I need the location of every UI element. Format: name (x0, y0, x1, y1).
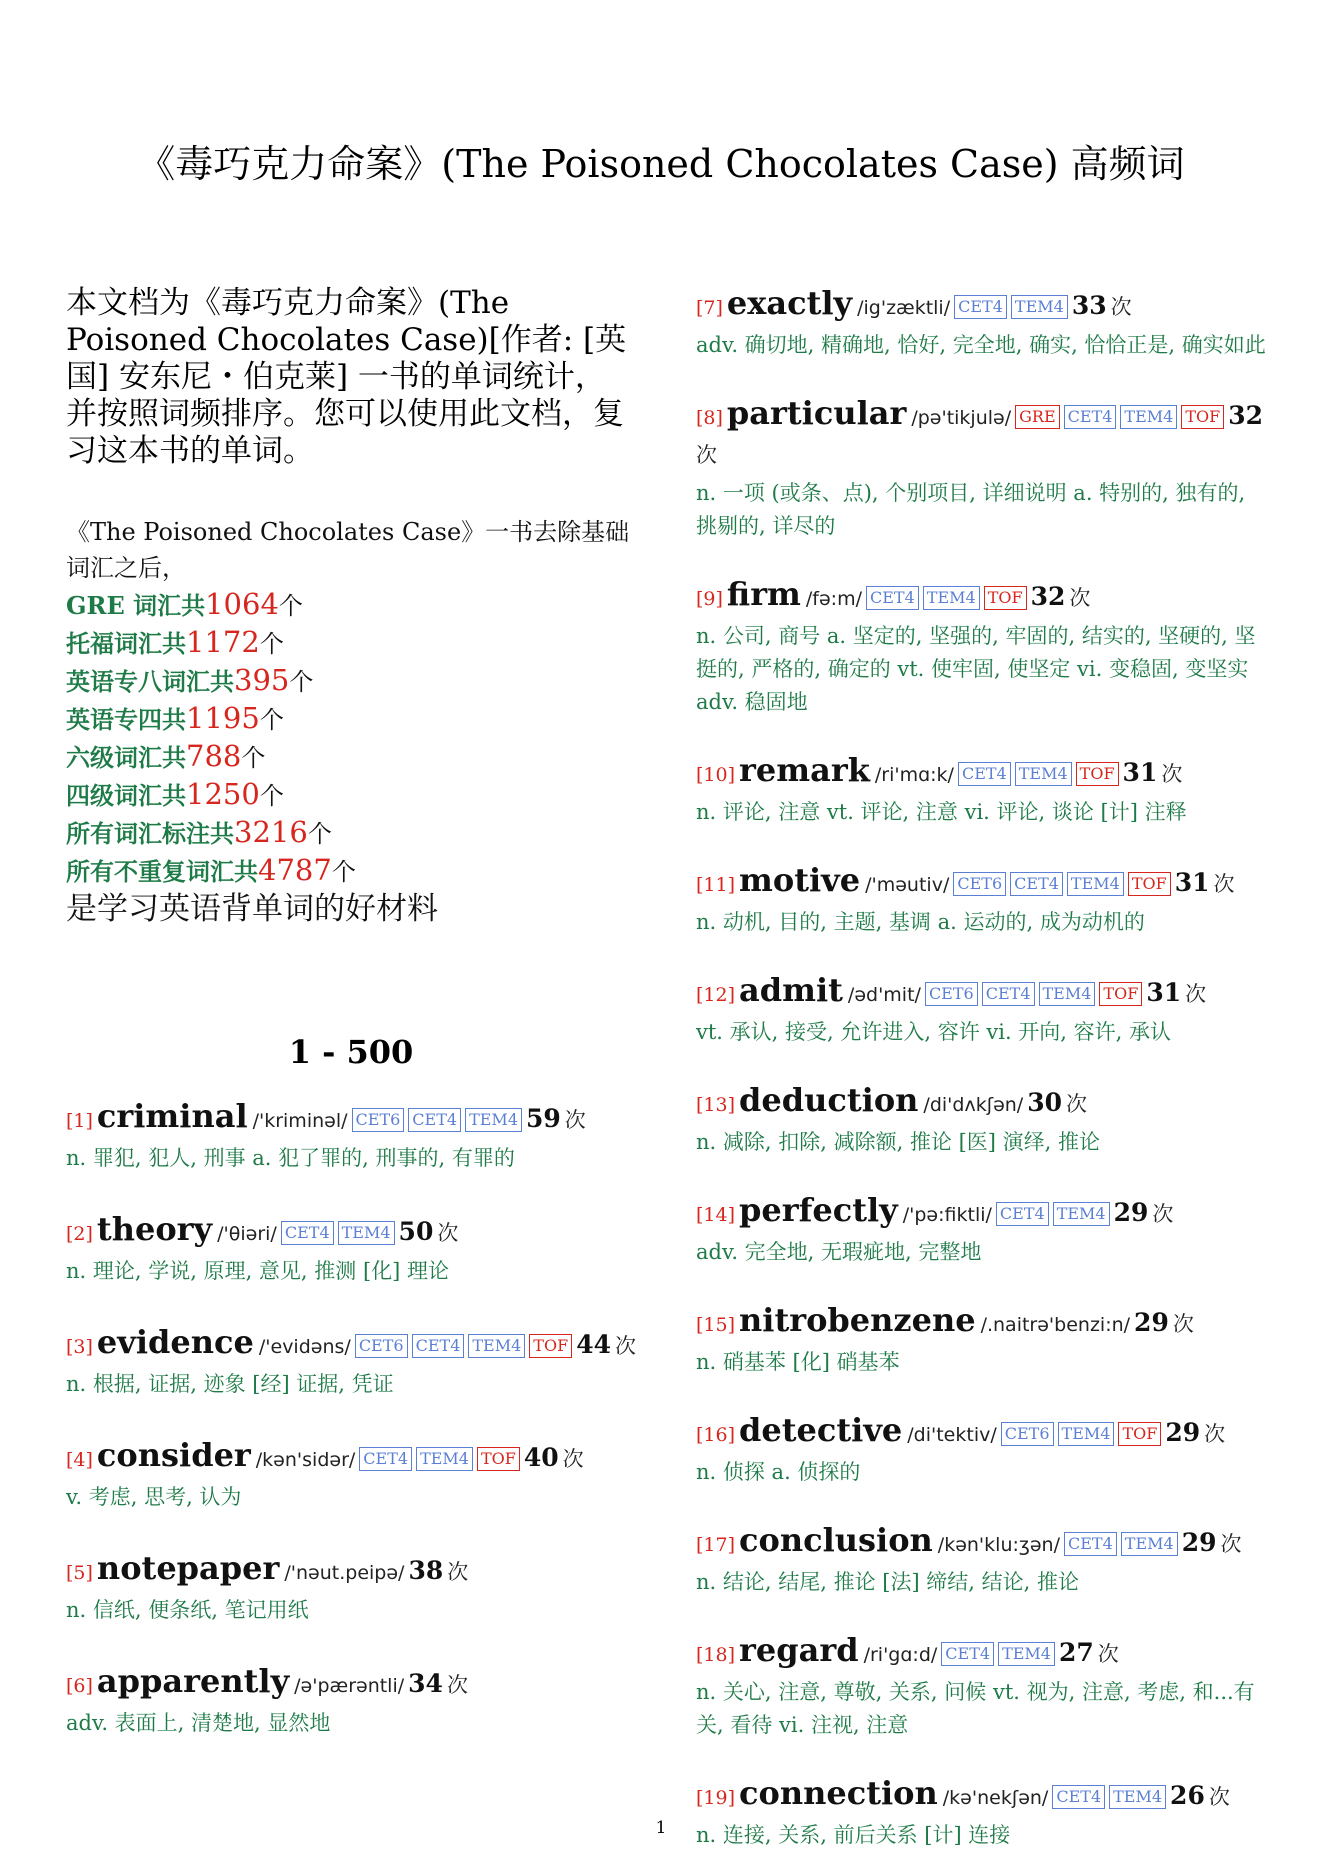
entry-definition: n. 一项 (或条、点), 个别项目, 详细说明 a. 特别的, 独有的, 挑剔的, 详尽的 (696, 481, 1246, 538)
entry-word: perfectly (739, 1191, 898, 1229)
entry-phonetic: /ig'zæktli/ (857, 297, 951, 319)
entry-definition: n. 结论, 结尾, 推论 [法] 缔结, 结论, 推论 (696, 1570, 1080, 1594)
stat-row (66, 662, 636, 700)
entry-times-label: 次 (1110, 295, 1132, 319)
entry-definition: n. 罪犯, 犯人, 刑事 a. 犯了罪的, 刑事的, 有罪的 (66, 1146, 515, 1170)
entry-headline (696, 1775, 1271, 1817)
stat-value: 1250 (186, 777, 260, 811)
stat-unit: 个 (259, 706, 284, 734)
entry-definition: n. 动机, 目的, 主题, 基调 a. 运动的, 成为动机的 (696, 910, 1145, 934)
entry-phonetic: /di'tektiv/ (907, 1424, 997, 1446)
stat-unit: 个 (259, 630, 284, 658)
exam-tag-tem4: TEM4 (1109, 1785, 1166, 1809)
entry-rank: [19] (696, 1787, 736, 1809)
entry-word: evidence (96, 1323, 254, 1361)
word-entry (696, 1192, 1271, 1269)
entry-definition: n. 硝基苯 [化] 硝基苯 (696, 1350, 900, 1374)
entry-phonetic: /kən'sidər/ (255, 1449, 356, 1471)
exam-tag-cet4: CET4 (996, 1202, 1049, 1226)
entry-count: 34 (408, 1669, 443, 1698)
entry-definition: n. 信纸, 便条纸, 笔记用纸 (66, 1598, 309, 1622)
stat-value: 1064 (205, 587, 279, 621)
entry-rank: [11] (696, 874, 736, 896)
word-entry (66, 1324, 636, 1401)
entry-rank: [5] (66, 1562, 93, 1584)
exam-tag-tem4: TEM4 (1058, 1422, 1115, 1446)
entry-definition: n. 根据, 证据, 迹象 [经] 证据, 凭证 (66, 1372, 394, 1396)
entry-definition: n. 理论, 学说, 原理, 意见, 推测 [化] 理论 (66, 1259, 450, 1283)
exam-tag-tof: TOF (1128, 872, 1171, 896)
entry-phonetic: /'pə:fiktli/ (902, 1204, 992, 1226)
entry-times-label: 次 (1069, 586, 1091, 610)
entry-times-label: 次 (1066, 1092, 1088, 1116)
entry-rank: [14] (696, 1204, 736, 1226)
entry-phonetic: /ə'pærəntli/ (294, 1675, 405, 1697)
exam-tag-cet6: CET6 (355, 1334, 408, 1358)
entry-rank: [4] (66, 1449, 93, 1471)
page-title: 《毒巧克力命案》(The Poisoned Chocolates Case) 高频词 (137, 142, 1185, 186)
entry-rank: [10] (696, 764, 736, 786)
exam-tag-cet4: CET4 (408, 1108, 461, 1132)
entry-definition: vt. 承认, 接受, 允许进入, 容许 vi. 开向, 容许, 承认 (696, 1020, 1172, 1044)
entry-count: 40 (523, 1443, 559, 1472)
stat-label: 英语专八词汇共 (66, 667, 234, 696)
entry-headline (66, 1550, 636, 1592)
entry-headline (696, 1302, 1271, 1344)
entry-word: notepaper (96, 1549, 280, 1587)
exam-tag-tem4: TEM4 (923, 586, 980, 610)
entry-word: regard (739, 1631, 859, 1669)
stat-row (66, 624, 636, 662)
word-entry (696, 1082, 1271, 1159)
entry-times-label: 次 (1213, 872, 1235, 896)
entry-word: apparently (96, 1662, 290, 1700)
entry-rank: [18] (696, 1644, 736, 1666)
exam-tag-tem4: TEM4 (338, 1221, 395, 1245)
word-entry (696, 972, 1271, 1049)
entry-word: remark (739, 751, 870, 789)
word-entry (696, 1632, 1271, 1742)
entry-times-label: 次 (1097, 1642, 1119, 1666)
exam-tag-cet4: CET4 (1064, 1532, 1117, 1556)
entry-headline (696, 972, 1271, 1014)
entry-times-label: 次 (446, 1673, 468, 1697)
stat-label: 四级词汇共 (66, 781, 186, 810)
entry-times-label: 次 (1172, 1312, 1194, 1336)
stat-row (66, 586, 636, 624)
entry-definition: adv. 表面上, 清楚地, 显然地 (66, 1711, 331, 1735)
exam-tag-tof: TOF (1076, 762, 1119, 786)
word-entry (66, 1437, 636, 1514)
entry-definition: v. 考虑, 思考, 认为 (66, 1485, 242, 1509)
exam-tag-tem4: TEM4 (1053, 1202, 1110, 1226)
entry-count: 33 (1071, 291, 1107, 320)
stat-unit: 个 (331, 858, 356, 886)
entry-count: 32 (1228, 401, 1264, 430)
vocabulary-summary (66, 514, 636, 928)
entry-count: 44 (576, 1330, 611, 1359)
entry-rank: [16] (696, 1424, 736, 1446)
exam-tag-cet6: CET6 (1001, 1422, 1054, 1446)
entry-headline (66, 1437, 636, 1479)
exam-tag-cet4: CET4 (866, 586, 919, 610)
entry-times-label: 次 (437, 1221, 459, 1245)
entry-word: conclusion (739, 1521, 933, 1559)
entry-headline (696, 752, 1271, 794)
entry-rank: [12] (696, 984, 736, 1006)
entry-count: 29 (1181, 1528, 1217, 1557)
word-entry (696, 1412, 1271, 1489)
entry-word: criminal (96, 1097, 248, 1135)
exam-tag-tem4: TEM4 (1121, 1532, 1178, 1556)
entry-definition: n. 评论, 注意 vt. 评论, 注意 vi. 评论, 谈论 [计] 注释 (696, 800, 1187, 824)
exam-tag-tem4: TEM4 (1015, 762, 1072, 786)
exam-tag-tem4: TEM4 (1120, 405, 1177, 429)
entry-definition: n. 侦探 a. 侦探的 (696, 1460, 861, 1484)
entry-definition: n. 减除, 扣除, 减除额, 推论 [医] 演绎, 推论 (696, 1130, 1101, 1154)
summary-closing: 是学习英语背单词的好材料 (66, 891, 438, 927)
exam-tag-cet6: CET6 (925, 982, 978, 1006)
stat-unit: 个 (259, 782, 284, 810)
exam-tag-cet4: CET4 (1052, 1785, 1105, 1809)
stat-value: 1172 (186, 625, 260, 659)
stat-label: 所有不重复词汇共 (66, 857, 258, 886)
entry-word: nitrobenzene (739, 1301, 976, 1339)
entry-headline (696, 1082, 1271, 1124)
word-entry (66, 1663, 636, 1740)
entry-definition: adv. 确切地, 精确地, 恰好, 完全地, 确实, 恰恰正是, 确实如此 (696, 333, 1266, 357)
entry-phonetic: /'məutiv/ (865, 874, 950, 896)
entry-rank: [7] (696, 297, 723, 319)
exam-tag-tof: TOF (1118, 1422, 1161, 1446)
entry-phonetic: /pə'tikjulə/ (911, 407, 1012, 429)
entry-times-label: 次 (1161, 762, 1183, 786)
entry-headline (696, 1192, 1271, 1234)
stat-unit: 个 (307, 820, 332, 848)
stat-unit: 个 (278, 592, 303, 620)
word-entry (696, 862, 1271, 939)
entry-times-label: 次 (1204, 1422, 1226, 1446)
entry-headline (696, 1522, 1271, 1564)
exam-tag-tem4: TEM4 (1039, 982, 1096, 1006)
exam-tag-cet4: CET4 (958, 762, 1011, 786)
entry-count: 31 (1174, 868, 1210, 897)
entry-phonetic: /'θiəri/ (217, 1223, 277, 1245)
entry-phonetic: /'evidəns/ (258, 1336, 351, 1358)
exam-tag-tof: TOF (984, 586, 1027, 610)
exam-tag-cet4: CET4 (359, 1447, 412, 1471)
entry-headline (66, 1324, 636, 1366)
entry-rank: [17] (696, 1534, 736, 1556)
word-entry (696, 576, 1271, 719)
entry-phonetic: /fə:m/ (805, 588, 862, 610)
exam-tag-tem4: TEM4 (416, 1447, 473, 1471)
entry-phonetic: /ri'mɑ:k/ (874, 764, 954, 786)
entry-times-label: 次 (1220, 1532, 1242, 1556)
word-entry (696, 285, 1271, 362)
entry-rank: [9] (696, 588, 723, 610)
entry-phonetic: /'kriminəl/ (252, 1110, 348, 1132)
exam-tag-cet4: CET4 (281, 1221, 334, 1245)
entry-word: theory (96, 1210, 213, 1248)
entry-definition: n. 连接, 关系, 前后关系 [计] 连接 (696, 1823, 1011, 1847)
entry-word: particular (726, 394, 907, 432)
entry-word: connection (739, 1774, 938, 1812)
exam-tag-cet4: CET4 (1064, 405, 1117, 429)
entry-times-label: 次 (447, 1560, 469, 1584)
entry-times-label: 次 (562, 1447, 584, 1471)
entry-rank: [13] (696, 1094, 736, 1116)
entry-phonetic: /kən'klu:ʒən/ (937, 1534, 1060, 1556)
entry-rank: [6] (66, 1675, 93, 1697)
entry-count: 29 (1134, 1308, 1169, 1337)
entry-definition: n. 关心, 注意, 尊敬, 关系, 问候 vt. 视为, 注意, 考虑, 和...有关, 看待 vi. 注视, 注意 (696, 1680, 1255, 1737)
entry-headline (696, 862, 1271, 904)
entry-times-label: 次 (1208, 1785, 1230, 1809)
exam-tag-cet4: CET4 (954, 295, 1007, 319)
entry-word: motive (739, 861, 861, 899)
stat-value: 395 (234, 663, 290, 697)
stat-unit: 个 (241, 744, 266, 772)
exam-tag-tof: TOF (1181, 405, 1224, 429)
page-number: 1 (655, 1818, 667, 1838)
stat-value: 3216 (234, 815, 308, 849)
entry-headline (696, 1412, 1271, 1454)
entry-headline (66, 1098, 636, 1140)
entry-count: 29 (1165, 1418, 1201, 1447)
entry-phonetic: /əd'mit/ (847, 984, 921, 1006)
entry-phonetic: /di'dʌkʃən/ (923, 1094, 1024, 1116)
entry-headline (696, 1632, 1271, 1674)
entry-count: 27 (1058, 1638, 1094, 1667)
entry-count: 50 (398, 1217, 434, 1246)
left-column (66, 285, 636, 1740)
entry-headline (66, 1211, 636, 1253)
exam-tag-tof: TOF (1099, 982, 1142, 1006)
entry-headline (696, 395, 1271, 475)
entry-phonetic: /'nəut.peipə/ (284, 1562, 405, 1584)
entry-phonetic: /ri'gɑ:d/ (863, 1644, 938, 1666)
entry-word: firm (726, 575, 801, 613)
entry-phonetic: /.naitrə'benzi:n/ (980, 1314, 1131, 1336)
entry-count: 31 (1122, 758, 1158, 787)
stat-row (66, 738, 636, 776)
word-entry (696, 1775, 1271, 1852)
entry-definition: adv. 完全地, 无瑕疵地, 完整地 (696, 1240, 982, 1264)
stat-label: 所有词汇标注共 (66, 819, 234, 848)
exam-tag-tem4: TEM4 (465, 1108, 522, 1132)
entry-count: 26 (1170, 1781, 1205, 1810)
entry-rank: [15] (696, 1314, 736, 1336)
stat-unit: 个 (289, 668, 314, 696)
intro-paragraph: 本文档为《毒巧克力命案》(The Poisoned Chocolates Case)[作者: [英国] 安东尼・伯克莱] 一书的单词统计，并按照词频排序。您可以使用此文档，复习这本书的单词。 (66, 285, 627, 469)
entry-times-label: 次 (1185, 982, 1207, 1006)
stat-list (66, 586, 636, 890)
exam-tag-cet6: CET6 (352, 1108, 405, 1132)
entry-times-label: 次 (614, 1334, 636, 1358)
range-heading: 1 - 500 (288, 1033, 414, 1071)
stat-row (66, 700, 636, 738)
exam-tag-tem4: TEM4 (468, 1334, 525, 1358)
entry-count: 31 (1146, 978, 1182, 1007)
stat-value: 1195 (186, 701, 260, 735)
entry-rank: [1] (66, 1110, 93, 1132)
entry-word: consider (96, 1436, 251, 1474)
exam-tag-cet4: CET4 (941, 1642, 994, 1666)
summary-lead: 《The Poisoned Chocolates Case》一书去除基础词汇之后， (66, 518, 630, 582)
entry-phonetic: /kə'nekʃən/ (942, 1787, 1049, 1809)
entry-word: deduction (739, 1081, 919, 1119)
stat-value: 4787 (258, 853, 332, 887)
exam-tag-cet6: CET6 (953, 872, 1006, 896)
entry-times-label: 次 (696, 443, 717, 467)
word-list-right (696, 285, 1271, 1852)
entry-count: 29 (1113, 1198, 1149, 1227)
entry-headline (696, 576, 1271, 618)
stat-label: 托福词汇共 (66, 629, 186, 658)
word-entry (696, 752, 1271, 829)
word-entry (696, 395, 1271, 543)
entry-rank: [2] (66, 1223, 93, 1245)
exam-tag-tof: TOF (477, 1447, 520, 1471)
entry-headline (696, 285, 1271, 327)
entry-definition: n. 公司, 商号 a. 坚定的, 坚强的, 牢固的, 结实的, 坚硬的, 坚挺的, 严格的, 确定的 vt. 使牢固, 使坚定 vi. 变稳固, 变坚实 adv. 稳固地 (696, 624, 1256, 714)
entry-count: 30 (1027, 1088, 1063, 1117)
word-entry (66, 1098, 636, 1175)
entry-times-label: 次 (1152, 1202, 1174, 1226)
entry-rank: [3] (66, 1336, 93, 1358)
exam-tag-gre: GRE (1015, 405, 1060, 429)
entry-count: 32 (1030, 582, 1066, 611)
exam-tag-tem4: TEM4 (998, 1642, 1055, 1666)
word-entry (696, 1302, 1271, 1379)
entry-word: admit (739, 971, 843, 1009)
stat-row (66, 776, 636, 814)
entry-count: 38 (408, 1556, 444, 1585)
stat-label: GRE 词汇共 (66, 591, 206, 620)
stat-value: 788 (186, 739, 242, 773)
exam-tag-tof: TOF (529, 1334, 572, 1358)
entry-times-label: 次 (564, 1108, 586, 1132)
stat-row (66, 814, 636, 852)
stat-label: 英语专四共 (66, 705, 186, 734)
word-entry (66, 1211, 636, 1288)
exam-tag-tem4: TEM4 (1067, 872, 1124, 896)
exam-tag-tem4: TEM4 (1011, 295, 1068, 319)
exam-tag-cet4: CET4 (412, 1334, 465, 1358)
exam-tag-cet4: CET4 (982, 982, 1035, 1006)
entry-word: detective (739, 1411, 903, 1449)
entry-rank: [8] (696, 407, 723, 429)
word-entry (696, 1522, 1271, 1599)
word-list-left (66, 1098, 636, 1740)
word-entry (66, 1550, 636, 1627)
entry-headline (66, 1663, 636, 1705)
stat-label: 六级词汇共 (66, 743, 186, 772)
entry-count: 59 (526, 1104, 561, 1133)
entry-word: exactly (726, 284, 853, 322)
exam-tag-cet4: CET4 (1010, 872, 1063, 896)
stat-row (66, 852, 636, 890)
